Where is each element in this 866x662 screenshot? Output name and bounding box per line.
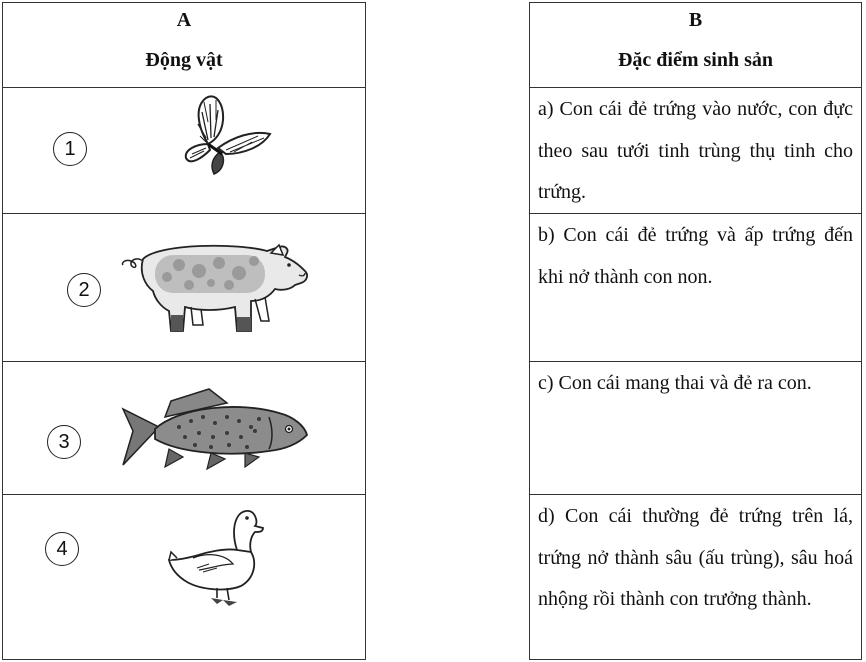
animal-row-3 bbox=[3, 361, 365, 495]
duck-icon bbox=[167, 502, 267, 606]
column-a-title: Động vật bbox=[145, 49, 223, 71]
pig-icon bbox=[119, 241, 311, 336]
column-a-header bbox=[3, 3, 365, 88]
column-b-letter: B bbox=[688, 9, 703, 31]
reproduction-row-d bbox=[530, 494, 861, 657]
table-animals bbox=[2, 2, 366, 660]
animal-row-4 bbox=[3, 494, 365, 657]
row-number-badge: 4 bbox=[45, 532, 79, 566]
reproduction-row-a bbox=[530, 87, 861, 214]
column-b-title: Đặc điểm sinh sản bbox=[617, 49, 774, 71]
animal-row-1 bbox=[3, 87, 365, 214]
reproduction-text-d: d) Con cái thường đẻ trứng trên lá, trứng nở thành sâu (ấu trùng), sâu hoá nhộng rồi thành con trưởng thành. bbox=[538, 505, 853, 610]
reproduction-text-c: c) Con cái mang thai và đẻ ra con. bbox=[538, 372, 812, 394]
reproduction-row-c bbox=[530, 361, 861, 495]
animal-row-2 bbox=[3, 213, 365, 362]
reproduction-text-a: a) Con cái đẻ trứng vào nước, con đực theo sau tưới tinh trùng thụ tinh cho trứng. bbox=[538, 98, 853, 203]
reproduction-row-b bbox=[530, 213, 861, 362]
butterfly-icon bbox=[178, 92, 273, 177]
table-reproduction bbox=[529, 2, 862, 660]
row-number-badge: 2 bbox=[67, 273, 101, 307]
reproduction-text-b: b) Con cái đẻ trứng và ấp trứng đến khi nở thành con non. bbox=[538, 224, 853, 288]
column-a-letter: A bbox=[176, 9, 192, 31]
row-number-badge: 1 bbox=[53, 132, 87, 166]
row-number-badge: 3 bbox=[47, 425, 81, 459]
fish-icon bbox=[119, 387, 311, 471]
column-b-header bbox=[530, 3, 861, 88]
